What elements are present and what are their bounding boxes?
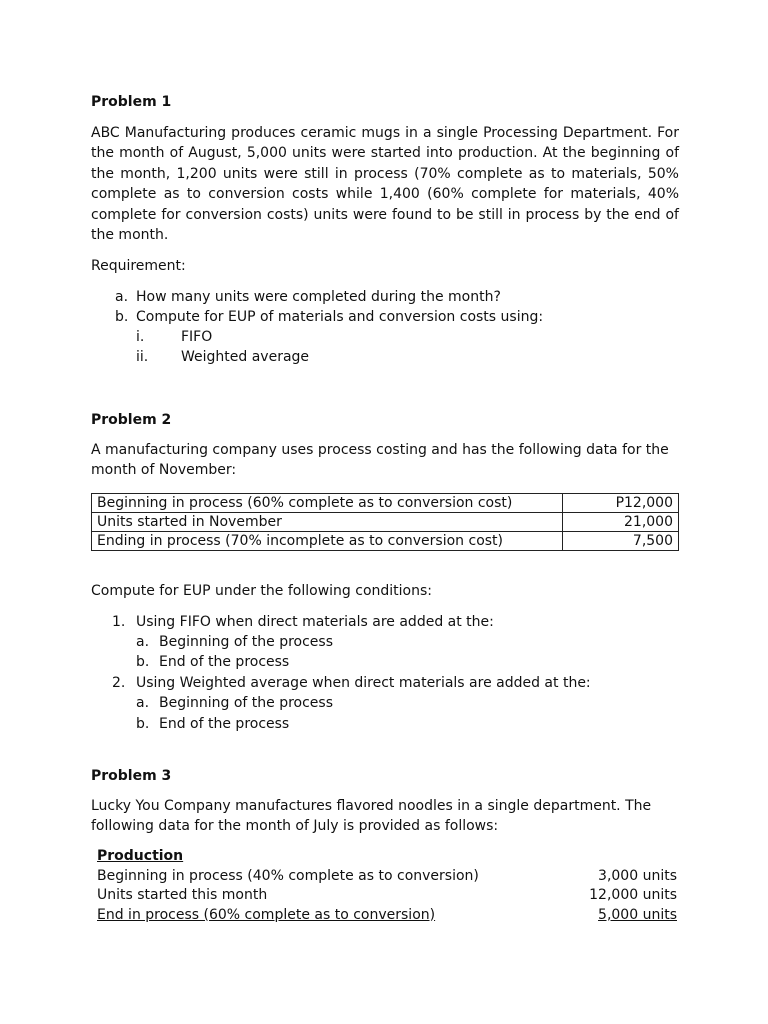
list-marker: b.: [115, 309, 129, 325]
table-cell-label: Ending in process (70% incomplete as to conversion cost): [92, 532, 563, 551]
list-marker: i.: [136, 329, 145, 345]
compute-label: Compute for EUP under the following conditions:: [91, 583, 432, 599]
table-row: [92, 532, 679, 551]
problem-1-title: Problem 1: [91, 94, 172, 110]
list-item: Weighted average: [181, 349, 310, 365]
list-item: FIFO: [181, 329, 213, 345]
row-value: 12,000 units: [589, 887, 677, 903]
production-row: [97, 867, 677, 887]
row-value: 5,000 units: [598, 906, 677, 923]
problem-2-title: Problem 2: [91, 412, 172, 428]
list-marker: 2.: [112, 675, 126, 691]
table-cell-value: P12,000: [563, 494, 679, 513]
list-item: Beginning of the process: [159, 634, 334, 650]
list-item: Using FIFO when direct materials are added at the:: [136, 614, 494, 630]
list-item: How many units were completed during the month?: [136, 289, 501, 305]
table-cell-label: Beginning in process (60% complete as to conversion cost): [92, 494, 563, 513]
table-row: [92, 513, 679, 532]
row-label: End in process (60% complete as to conversion): [97, 906, 436, 923]
row-label: Units started this month: [97, 887, 268, 903]
list-marker: b.: [136, 716, 150, 732]
problem-1-text: ABC Manufacturing produces ceramic mugs in a single Processing Department. For the month of August, 5,000 units were started into production. At the beginning of the month, 1,200 units were still in process (70% complete as to materials, 50% complete as to conversion costs while 1,400 (60% complete for materials, 40% complete for conversion costs) units were found to be still in process by the end of the month.: [91, 125, 679, 244]
table-row: [92, 494, 679, 513]
problem-2-table: [91, 493, 679, 551]
problem-3-title: Problem 3: [91, 768, 172, 784]
production-row: [97, 886, 677, 906]
table-cell-value: 7,500: [563, 532, 679, 551]
list-item: End of the process: [159, 654, 290, 670]
problem-3-text: Lucky You Company manufactures flavored noodles in a single department. The following data for the month of July is provided as follows:: [91, 798, 652, 835]
list-marker: a.: [136, 695, 150, 711]
list-item: Using Weighted average when direct materials are added at the:: [136, 675, 591, 691]
table-cell-label: Units started in November: [92, 513, 563, 532]
list-marker: 1.: [112, 614, 126, 630]
requirement-label: Requirement:: [91, 258, 186, 274]
problem-2-text: A manufacturing company uses process costing and has the following data for the month of November:: [91, 442, 669, 479]
production-list: [97, 847, 685, 925]
list-marker: a.: [136, 634, 150, 650]
list-marker: ii.: [136, 349, 149, 365]
row-label: Beginning in process (40% complete as to conversion): [97, 867, 479, 884]
list-item: End of the process: [159, 716, 290, 732]
list-item: Compute for EUP of materials and conversion costs using:: [136, 309, 544, 325]
list-marker: a.: [115, 289, 129, 305]
production-row: [97, 906, 677, 926]
production-label: Production: [97, 848, 184, 864]
table-cell-value: 21,000: [563, 513, 679, 532]
row-value: 3,000 units: [598, 867, 677, 884]
list-marker: b.: [136, 654, 150, 670]
list-item: Beginning of the process: [159, 695, 334, 711]
